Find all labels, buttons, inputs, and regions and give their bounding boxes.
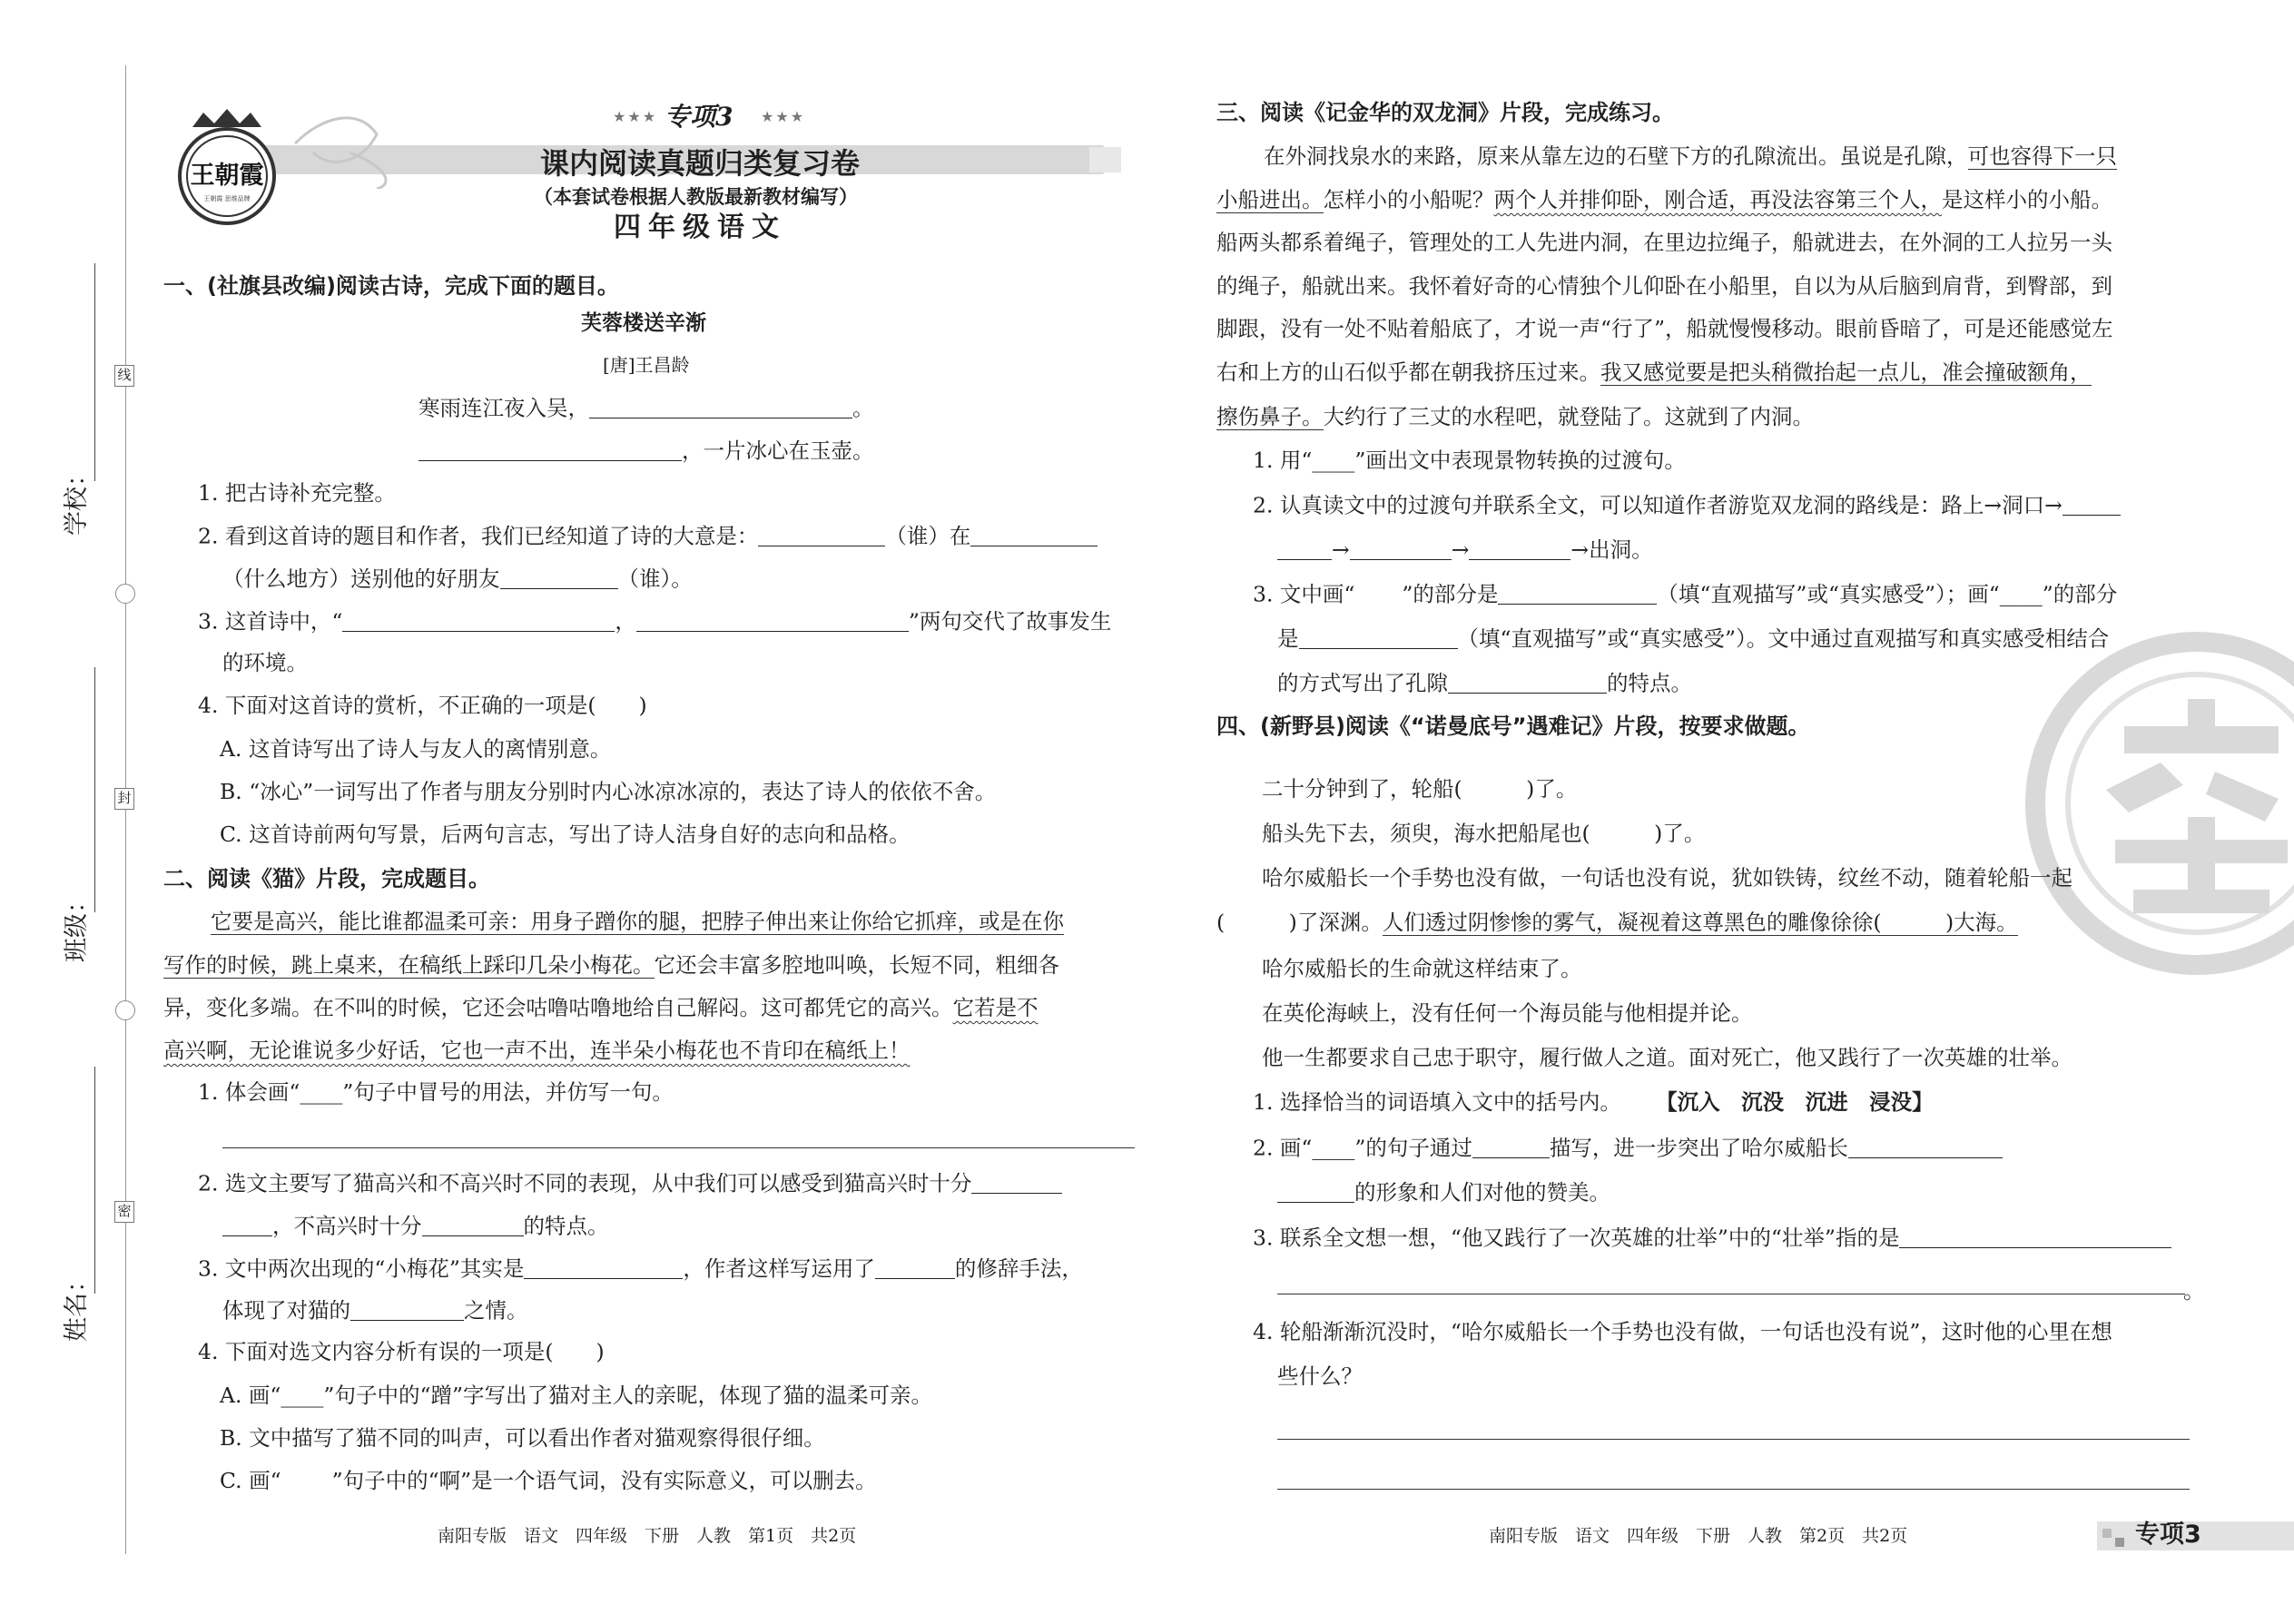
q1-sub-4: 4. 下面对这首诗的赏析，不正确的一项是( ) [198,693,647,718]
answer-blank[interactable] [342,610,615,632]
poem-line-2: ，一片冰心在玉壶。 [418,439,874,462]
answer-blank[interactable] [1848,1137,2003,1158]
svg-text:王朝霞 思维品牌: 王朝霞 思维品牌 [203,195,251,202]
q4-passage-line: 船头先下去，须臾，海水把船尾也( )了。 [1262,821,1706,846]
header-stars-right: ★★★ [761,108,806,125]
q2-sub-2-cont: ，不高兴时十分 的特点。 [222,1215,609,1237]
svg-text:王朝霞: 王朝霞 [190,162,264,190]
answer-blank[interactable] [971,1172,1062,1194]
answer-line[interactable] [222,1147,1135,1148]
answer-blank[interactable] [418,439,682,461]
answer-blank[interactable] [1899,1226,2171,1248]
q3-passage-line: 船两头都系着绳子，管理处的工人先进内洞，在里边拉绳子，船就进去，在外洞的工人拉另一头 [1216,230,2112,255]
header-stars-left: ★★★ [613,108,658,125]
q3-passage-line: 小船进出。怎样小的小船呢？两个人并排仰卧，刚合适，再没法容第三个人，是这样小的小船。 [1216,187,2112,212]
binding-circle [115,1000,135,1020]
answer-blank[interactable] [524,1257,683,1279]
answer-blank[interactable] [1472,1137,1550,1158]
answer-blank[interactable] [500,567,618,589]
q1-option-a[interactable]: A. 这首诗写出了诗人与友人的离情别意。 [220,736,612,762]
footer-left: 南阳专版 语文 四年级 下册 人教 第1页 共2页 [438,1526,857,1546]
q3-passage-line: 擦伤鼻子。大约行了三丈的水程吧，就登陆了。这就到了内洞。 [1216,404,1814,429]
q4-passage-line: 二十分钟到了，轮船( )了。 [1262,776,1578,802]
q4-sub-3: 3. 联系全文想一想，“他又践行了一次英雄的壮举”中的“壮举”指的是 [1253,1226,2171,1249]
binding-circle [115,584,135,604]
q2-heading: 二、阅读《猫》片段，完成题目。 [163,866,490,891]
wangzhaoxia-logo [172,107,281,230]
page-note: （本套试卷根据人教版最新教材编写） [534,185,858,208]
q1-sub-2: 2. 看到这首诗的题目和作者，我们已经知道了诗的大意是： （谁）在 [198,525,1098,547]
name-field[interactable] [94,1067,95,1294]
q3-passage-line: 的绳子，船就出来。我怀着好奇的心情独个儿仰卧在小船里，自以为从后脑到肩背，到臀部，到 [1216,273,2112,299]
q1-option-b[interactable]: B. “冰心”一词写出了作者与朋友分别时内心冰凉冰凉的，表达了诗人的依依不舍。 [220,779,997,804]
q2-passage-line: 写作的时候，跳上桌来，在稿纸上踩印几朵小梅花。它还会丰富多腔地叫唤，长短不同，粗细各 [163,952,1059,978]
q2-option-a[interactable]: A. 画“____”句子中的“蹭”字写出了猫对主人的亲昵，体现了猫的温柔可亲。 [220,1383,932,1408]
q2-passage-line: 异，变化多端。在不叫的时候，它还会咕噜咕噜地给自己解闷。这可都凭它的高兴。它若是不 [163,995,1039,1020]
q2-sub-1: 1. 体会画“____”句子中冒号的用法，并仿写一句。 [198,1079,674,1105]
answer-blank[interactable] [1299,627,1458,649]
q1-sub-1: 1. 把古诗补充完整。 [198,480,396,506]
q3-passage-line: 脚跟，没有一处不贴着船底了，才说一声“行了”，船就慢慢移动。眼前昏暗了，可是还能感觉左 [1216,316,2113,341]
answer-blank[interactable] [350,1299,464,1321]
word-bank: 【沉入 沉没 沉进 浸没】 [1666,1089,1934,1115]
answer-blank[interactable] [1277,538,1332,560]
footer-tag-square [2115,1538,2124,1547]
q3-sub-3-cont: 是 （填“直观描写”或“真实感受”）。文中通过直观描写和真实感受相结合 [1277,625,2110,652]
grade-title: 四年级语文 [614,212,786,243]
q4-passage-line: 哈尔威船长的生命就这样结束了。 [1262,956,1582,981]
name-label: 姓名： [63,1268,91,1342]
q3-sub-2-cont: → → →出洞。 [1277,538,1653,561]
q3-heading: 三、阅读《记金华的双龙洞》片段，完成练习。 [1216,100,1674,125]
answer-blank[interactable] [589,397,852,418]
answer-blank[interactable] [1448,672,1607,694]
answer-blank[interactable] [758,525,885,546]
q4-passage-line: 哈尔威船长一个手势也没有做，一句话也没有说，犹如铁铸，纹丝不动，随着轮船一起 [1262,865,2072,891]
q4-sub-1: 1. 选择恰当的词语填入文中的括号内。 【沉入 沉没 沉进 浸没】 [1253,1089,1934,1115]
answer-blank[interactable] [222,1215,272,1236]
q4-heading: 四、(新野县)阅读《“诺曼底号”遇难记》片段，按要求做题。 [1216,714,1810,739]
q2-sub-3-cont: 体现了对猫的 之情。 [222,1297,528,1324]
q2-sub-4: 4. 下面对选文内容分析有误的一项是( ) [198,1339,605,1364]
answer-blank[interactable] [875,1257,955,1279]
q4-sub-3-end: 。 [2183,1278,2205,1304]
q4-sub-2: 2. 画“____”的句子通过 描写，进一步突出了哈尔威船长 [1253,1137,2003,1159]
header-special-label: 专项3 [665,102,733,132]
q2-passage-line: 它要是高兴，能比谁都温柔可亲：用身子蹭你的腿，把脖子伸出来让你给它抓痒，或是在你 [211,909,1064,934]
poem-line-1: 寒雨连江夜入吴， 。 [418,395,874,421]
q2-option-c[interactable]: C. 画“ ”句子中的“啊”是一个语气词，没有实际意义，可以删去。 [220,1468,877,1493]
q2-sub-2: 2. 选文主要写了猫高兴和不高兴时不同的表现，从中我们可以感受到猫高兴时十分 [198,1172,1062,1195]
q4-sub-4-cont: 些什么？ [1277,1363,1363,1389]
q4-passage-line: 他一生都要求自己忠于职守，履行做人之道。面对死亡，他又践行了一次英雄的壮举。 [1262,1045,2072,1070]
school-field[interactable] [94,263,95,481]
q4-passage-line: 在英伦海峡上，没有任何一个海员能与他相提并论。 [1262,1000,1753,1026]
answer-blank[interactable] [1498,583,1657,605]
poem-author: [唐]王昌龄 [603,354,690,376]
footer-tag-square [2102,1529,2112,1538]
q1-sub-2-cont: （什么地方）送别他的好朋友 （谁）。 [222,566,693,592]
answer-blank[interactable] [1469,538,1570,560]
q3-sub-2: 2. 认真读文中的过渡句并联系全文，可以知道作者游览双龙洞的路线是：路上→洞口→ [1253,494,2121,517]
page-title: 课内阅读真题归类复习卷 [540,146,861,181]
q3-sub-3: 3. 文中画“ ”的部分是 （填“直观描写”或“真实感受”）；画“____”的部分 [1253,581,2118,607]
answer-blank[interactable] [422,1215,524,1236]
answer-blank[interactable] [970,525,1098,546]
q3-sub-3-cont: 的方式写出了孔隙 的特点。 [1277,670,1692,696]
q1-option-c[interactable]: C. 这首诗前两句写景，后两句言志，写出了诗人洁身自好的志向和品格。 [220,822,911,847]
answer-blank[interactable] [636,610,909,632]
q1-sub-3-cont: 的环境。 [222,650,308,675]
school-label: 学校： [63,462,91,536]
answer-line[interactable] [1277,1489,2190,1490]
q3-passage-line: 在外洞找泉水的来路，原来从靠左边的石壁下方的孔隙流出。虽说是孔隙，可也容得下一只 [1264,143,2117,169]
answer-blank[interactable] [1350,538,1452,560]
q1-heading: 一、(社旗县改编)阅读古诗，完成下面的题目。 [163,273,619,299]
class-field[interactable] [94,667,95,912]
q4-passage-line: ( )了深渊。人们透过阴惨惨的雾气，凝视着这尊黑色的雕像徐徐( )大海。 [1216,910,2018,935]
secret-stamp-watermark [2024,626,2294,989]
answer-line[interactable] [1277,1439,2190,1440]
q3-passage-line: 右和上方的山石似乎都在朝我挤压过来。我又感觉要是把头稍微抬起一点儿，准会撞破额角， [1216,359,2092,385]
q2-passage-line: 高兴啊，无论谁说多少好话，它也一声不出，连半朵小梅花也不肯印在稿纸上！ [163,1038,911,1063]
poem-title: 芙蓉楼送辛渐 [581,311,706,335]
binding-mark-secret: 密 [114,1201,134,1223]
binding-line [125,65,126,1554]
q3-sub-1: 1. 用“____”画出文中表现景物转换的过渡句。 [1253,448,1686,473]
q1-sub-3: 3. 这首诗中，“ ， ”两句交代了故事发生 [198,608,1112,635]
binding-mark-seal: 封 [114,788,134,810]
q2-sub-3: 3. 文中两次出现的“小梅花”其实是 ，作者这样写运用了 的修辞手法， [198,1255,1083,1282]
q4-sub-4: 4. 轮船渐渐沉没时，“哈尔威船长一个手势也没有做，一句话也没有说”，这时他的心里在想 [1253,1319,2112,1344]
binding-mark-line: 线 [114,365,134,387]
answer-blank[interactable] [1277,1181,1354,1203]
footer-right: 南阳专版 语文 四年级 下册 人教 第2页 共2页 [1489,1526,1908,1546]
footer-tag: 专项3 [2135,1521,2201,1549]
answer-blank[interactable] [2063,494,2121,516]
q4-sub-2-cont: 的形象和人们对他的赞美。 [1277,1181,1610,1204]
q2-option-b[interactable]: B. 文中描写了猫不同的叫声，可以看出作者对猫观察得很仔细。 [220,1425,825,1451]
class-label: 班级： [63,889,91,962]
